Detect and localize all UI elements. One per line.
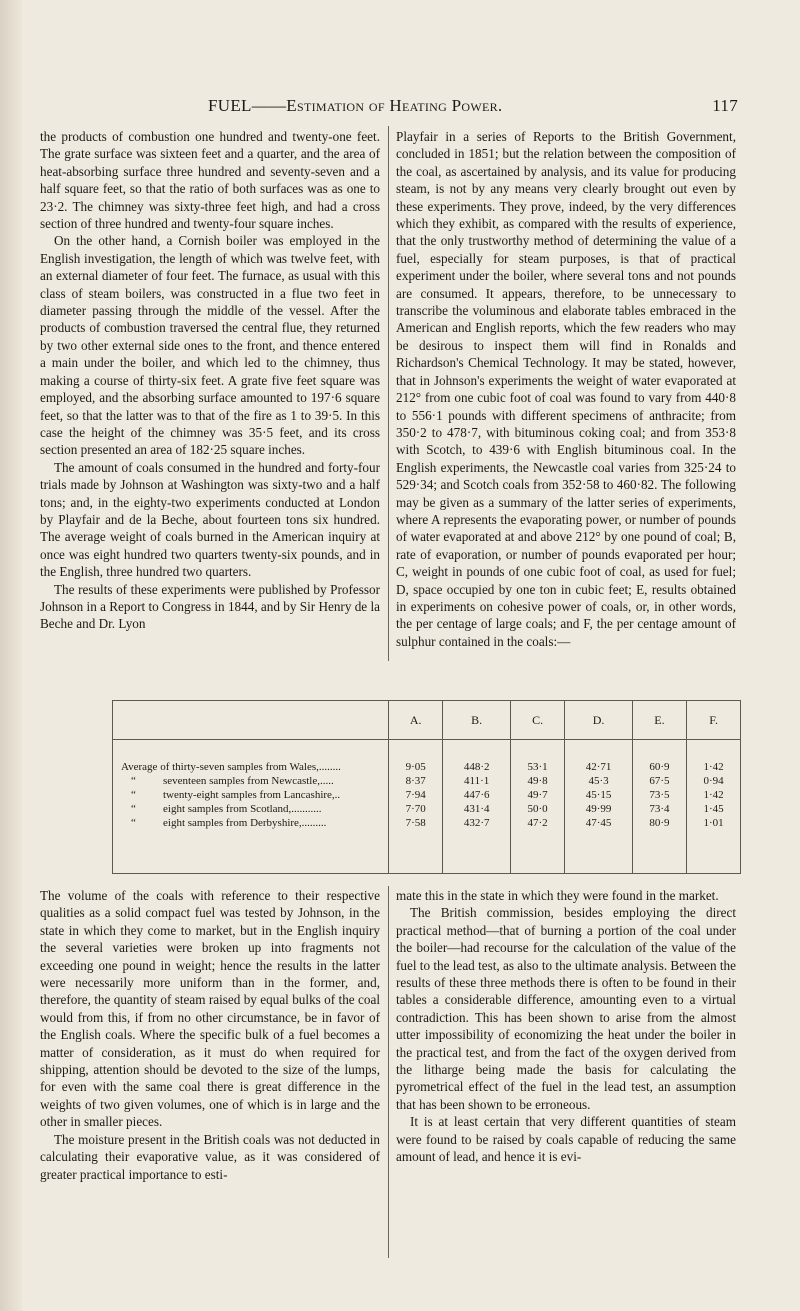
row-labels xyxy=(113,740,389,874)
paragraph: It is at least certain that very different quantities of steam were found to be raised by coals capable of reducing the same amount of lead, and hence it is evi- xyxy=(396,1114,736,1165)
table-cell: 49·7 xyxy=(527,789,548,801)
row-label: “ eight samples from Derbyshire,......... xyxy=(121,816,387,830)
table-corner xyxy=(113,701,389,740)
column-c-values xyxy=(510,740,564,874)
table-cell: 432·7 xyxy=(463,817,490,829)
column-header: F. xyxy=(687,701,740,740)
table-cell: 448·2 xyxy=(463,761,490,773)
column-a-values xyxy=(389,740,443,874)
table-cell: 45·3 xyxy=(588,775,609,787)
table-cell: 431·4 xyxy=(463,803,490,815)
paragraph: On the other hand, a Cornish boiler was employed in the English investigation, the length of which was twelve feet, with an external diameter of four feet. The furnace, as usual with this class of steam boilers, was constructed in a flue two feet in diameter passing through the middle of the vessel. After the products of combustion traversed the central flue, they returned by two other external side ones to the front, and thence entered a main under the boiler, and which led to the chimney, thus making a course of thirty-six feet. A grate five feet square was employed, and the absorbing surface amounted to 197·6 square feet, so that the latter was to that of the fire as 1 to 39·5. In this case the height of the chimney was 35·5 feet, and its cross section presented an area of 182·25 square inches. xyxy=(40,233,380,458)
paragraph: The moisture present in the British coals was not deducted in calculating their evaporative value, as it was considered of greater practical importance to esti- xyxy=(40,1131,380,1182)
table-cell: 9·05 xyxy=(405,761,426,773)
table-cell: 1·01 xyxy=(703,817,724,829)
column-header: C. xyxy=(510,701,564,740)
table-cell: 49·99 xyxy=(585,803,612,815)
column-header: B. xyxy=(443,701,510,740)
table-cell: 47·2 xyxy=(527,817,548,829)
left-column-bottom xyxy=(40,887,380,1183)
paragraph: The volume of the coals with reference to their respective qualities as a solid compact fuel was tested by Johnson, in the state in which they come to market, but in the English inquiry the several varieties were broken up into fragments not exceeding one pound in weight; hence the results in the latter were necessarily more uniform than in the former, and, therefore, the quantity of steam raised by equal bulks of the coal would from this, if from no other circumstance, be in favor of the English coals. Where the specific bulk of a fuel becomes a matter of consideration, as it must do when required for shipping, attention should be devoted to the size of the lumps, for even with the same coal there is great difference in the weights of two given volumes, one of which is in large and the other in smaller pieces. xyxy=(40,888,380,1130)
row-label: “ eight samples from Scotland,........... xyxy=(121,802,387,816)
table-cell: 1·42 xyxy=(703,789,724,801)
table-cell: 53·1 xyxy=(527,761,548,773)
table-cell: 60·9 xyxy=(649,761,670,773)
row-label: “ twenty-eight samples from Lancashire,.. xyxy=(121,788,387,802)
column-d-values xyxy=(565,740,632,874)
paragraph: The British commission, besides employing the direct practical method—that of burning a portion of the coal under the boiler—had recourse for the calculation of the value of the fuel to the lead test, as also to the ultimate analysis. Between the results of these three methods there is often to be found in their tables a considerable difference, amounting even to a virtual contradiction. This has been shown to arise from the almost utter impossibility of economizing the heat under the boiler in the practical test, and from the fact of the oxygen derived from the litharge being made the basis for calculating the pyrometrical effect of the fuel in the lead test, an assumption that has been shown to be erroneous. xyxy=(396,905,736,1112)
table-cell: 45·15 xyxy=(585,789,612,801)
table-cell: 50·0 xyxy=(527,803,548,815)
paragraph: mate this in the state in which they were found in the market. xyxy=(396,888,719,903)
column-header: E. xyxy=(632,701,686,740)
coal-results-table xyxy=(112,700,741,874)
table-cell: 73·5 xyxy=(649,789,670,801)
running-title: FUEL——Estimation of Heating Power. xyxy=(208,96,503,115)
page-number: 117 xyxy=(712,96,738,115)
table-row xyxy=(113,740,740,874)
column-e-values xyxy=(632,740,686,874)
right-column-bottom xyxy=(396,887,736,1166)
table-cell: 7·94 xyxy=(405,789,426,801)
table-cell: 447·6 xyxy=(463,789,490,801)
table-cell: 67·5 xyxy=(649,775,670,787)
table-cell: 80·9 xyxy=(649,817,670,829)
table-cell: 8·37 xyxy=(405,775,426,787)
table-cell: 49·8 xyxy=(527,775,548,787)
table-cell: 1·42 xyxy=(703,761,724,773)
column-rule-bottom xyxy=(388,886,389,1258)
table-cell: 47·45 xyxy=(585,817,612,829)
table-cell: 0·94 xyxy=(703,775,724,787)
paragraph: the products of combustion one hundred and twenty-one feet. The grate surface was sixteen feet and a quarter, and the area of heat-absorbing surface three hundred and seventy-seven and a half square feet, so that the ratio of both surfaces was as one to 23·2. The chimney was sixty-three feet high, and had a cross section of three hundred and twenty-four square inches. xyxy=(40,129,380,232)
table-cell: 7·58 xyxy=(405,817,426,829)
paragraph: Playfair in a series of Reports to the British Government, concluded in 1851; but the relation between the composition of the coal, as ascertained by analysis, and its value for producing steam, is not by any means very clearly brought out even by these experiments. They prove, indeed, by the very differences which they exhibit, as compared with the results of experience, that the only trustworthy method of determining the value of a fuel, especially for steam purposes, is that of practical experiment under the boiler, where several tons and not pounds are consumed. It appears, therefore, to be unnecessary to transcribe the voluminous and elaborate tables embraced in the American and English reports, which the few readers who may be desirous to inspect them will find in Ronalds and Richardson's Chemical Technology. It may be stated, however, that in Johnson's experiments the weight of water evaporated at 212° from one cubic foot of coal was found to vary from 440·8 to 556·1 pounds with different specimens of anthracite; from 350·2 to 478·7, with bituminous coking coal; and from 353·8 with Scotch, to 439·6 with English bituminous coal. In the English experiments, the Newcastle coal varies from 325·24 to 529·34; and Scotch coals from 352·58 to 460·82. The following may be given as a summary of the latter series of experiments, where A represents the evaporating power, or number of pounds of water evaporated at and above 212° by one pound of coal; B, rate of evaporation, or number of pounds evaporated per hour; C, weight in pounds of one cubic foot of coal, as used for fuel; D, space occupied by one ton in cubic feet; E, results obtained in experiments on cohesive power of coals, or, in other words, the per centage of large coals; and F, the per centage amount of sulphur contained in the coals:— xyxy=(396,129,736,649)
right-column-top xyxy=(396,128,736,650)
left-column-top xyxy=(40,128,380,633)
row-label: Average of thirty-seven samples from Wales,........ xyxy=(121,761,341,773)
column-header: D. xyxy=(565,701,632,740)
table-cell: 7·70 xyxy=(405,803,426,815)
row-label: “ seventeen samples from Newcastle,..... xyxy=(121,774,387,788)
column-rule-top xyxy=(388,126,389,661)
table-header-row xyxy=(113,701,740,740)
paragraph: The amount of coals consumed in the hundred and forty-four trials made by Johnson at Washington was sixty-two and a half tons; and, in the eighty-two experiments conducted at London by Playfair and de la Beche, about fourteen tons six hundred. The average weight of coals burned in the American inquiry at once was eight hundred two quarters twenty-six pounds, and in the English, three hundred two quarters. xyxy=(40,459,380,580)
table-cell: 42·71 xyxy=(585,761,612,773)
table-cell: 411·1 xyxy=(464,775,490,787)
column-b-values xyxy=(443,740,510,874)
page-binding-edge xyxy=(0,0,22,1311)
paragraph: The results of these experiments were published by Professor Johnson in a Report to Congress in 1844, and by Sir Henry de la Beche and Dr. Lyon xyxy=(40,581,380,632)
column-header: A. xyxy=(389,701,443,740)
table-cell: 73·4 xyxy=(649,803,670,815)
column-f-values xyxy=(687,740,740,874)
table-cell: 1·45 xyxy=(703,803,724,815)
